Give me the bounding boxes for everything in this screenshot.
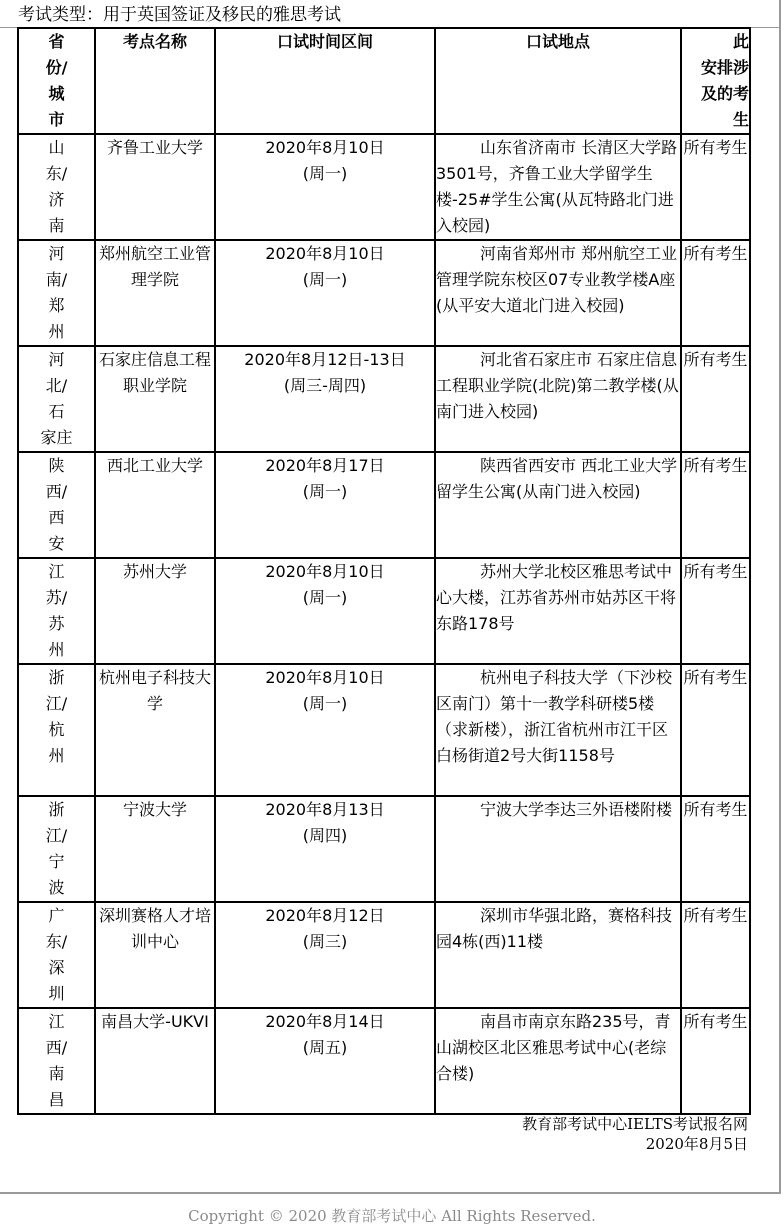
cell-time (215, 902, 435, 1008)
cell-candidates: 所有考生 (681, 796, 750, 902)
cell-candidates: 所有考生 (681, 240, 750, 346)
cell-site: 苏州大学 (95, 558, 215, 664)
cell-province: 江 西/ 南 昌 (18, 1008, 95, 1114)
cell-time (215, 134, 435, 240)
cell-province: 浙 江/ 杭 州 (18, 664, 95, 796)
exam-weekday: (周一) (302, 482, 348, 501)
footer-date: 2020年8月5日 (645, 1135, 748, 1153)
table-row (18, 452, 750, 558)
exam-weekday: (周一) (302, 694, 348, 713)
cell-site: 石家庄信息工程职业学院 (95, 346, 215, 452)
cell-province: 江 苏/ 苏 州 (18, 558, 95, 664)
header-candidates: 此 安排涉 及的考 生 (681, 28, 750, 134)
footer-signature (522, 1114, 748, 1154)
cell-site: 杭州电子科技大学 (95, 664, 215, 796)
cell-address: 河北省石家庄市 石家庄信息工程职业学院(北院)第二教学楼(从南门进入校园) (435, 346, 681, 452)
cell-province: 河 北/ 石 家庄 (18, 346, 95, 452)
cell-candidates: 所有考生 (681, 664, 750, 796)
cell-time (215, 452, 435, 558)
cell-candidates: 所有考生 (681, 902, 750, 1008)
exam-weekday: (周三) (302, 932, 348, 951)
exam-date: 2020年8月12日 (265, 906, 385, 925)
cell-address: 山东省济南市 长清区大学路3501号，齐鲁工业大学留学生楼-25#学生公寓(从瓦特路北门进入校园) (435, 134, 681, 240)
footer-org: 教育部考试中心IELTS考试报名网 (522, 1115, 748, 1133)
cell-site: 南昌大学-UKVI (95, 1008, 215, 1114)
exam-weekday: (周三-周四) (283, 376, 367, 395)
schedule-table (17, 27, 751, 1115)
table-row (18, 902, 750, 1008)
exam-weekday: (周一) (302, 164, 348, 183)
cell-site: 郑州航空工业管理学院 (95, 240, 215, 346)
cell-address: 南昌市南京东路235号，青山湖校区北区雅思考试中心(老综合楼) (435, 1008, 681, 1114)
table-row (18, 346, 750, 452)
cell-province: 河 南/ 郑 州 (18, 240, 95, 346)
exam-date: 2020年8月10日 (265, 244, 385, 263)
document-title: 考试类型：用于英国签证及移民的雅思考试 (18, 5, 341, 25)
table-row (18, 664, 750, 796)
cell-candidates: 所有考生 (681, 134, 750, 240)
exam-weekday: (周一) (302, 588, 348, 607)
cell-time (215, 558, 435, 664)
cell-address: 宁波大学李达三外语楼附楼 (435, 796, 681, 902)
exam-date: 2020年8月10日 (265, 562, 385, 581)
header-province: 省 份/ 城 市 (18, 28, 95, 134)
cell-time (215, 240, 435, 346)
table-header-row (18, 28, 750, 134)
cell-address: 深圳市华强北路，赛格科技园4栋(西)11楼 (435, 902, 681, 1008)
cell-site: 深圳赛格人才培训中心 (95, 902, 215, 1008)
cell-address: 苏州大学北校区雅思考试中心大楼，江苏省苏州市姑苏区干将东路178号 (435, 558, 681, 664)
cell-candidates: 所有考生 (681, 346, 750, 452)
cell-candidates: 所有考生 (681, 452, 750, 558)
cell-province: 浙 江/ 宁 波 (18, 796, 95, 902)
exam-date: 2020年8月10日 (265, 138, 385, 157)
exam-weekday: (周五) (302, 1038, 348, 1057)
table-row (18, 796, 750, 902)
table-row (18, 558, 750, 664)
exam-date: 2020年8月12日-13日 (244, 350, 406, 369)
exam-date: 2020年8月14日 (265, 1012, 385, 1031)
cell-address: 陕西省西安市 西北工业大学留学生公寓(从南门进入校园) (435, 452, 681, 558)
exam-date: 2020年8月10日 (265, 668, 385, 687)
cell-province: 陕 西/ 西 安 (18, 452, 95, 558)
header-address: 口试地点 (435, 28, 681, 134)
table-row (18, 134, 750, 240)
cell-province: 广 东/ 深 圳 (18, 902, 95, 1008)
cell-site: 西北工业大学 (95, 452, 215, 558)
cell-candidates: 所有考生 (681, 558, 750, 664)
copyright-notice: Copyright © 2020 教育部考试中心 All Rights Reserved. (188, 1207, 596, 1225)
cell-time (215, 346, 435, 452)
cell-time (215, 1008, 435, 1114)
header-time: 口试时间区间 (215, 28, 435, 134)
exam-date: 2020年8月13日 (265, 800, 385, 819)
cell-site: 宁波大学 (95, 796, 215, 902)
table-row (18, 240, 750, 346)
cell-time (215, 664, 435, 796)
cell-address: 杭州电子科技大学（下沙校区南门）第十一教学科研楼5楼（求新楼），浙江省杭州市江干区白杨街道2号大街1158号 (435, 664, 681, 796)
cell-province: 山 东/ 济 南 (18, 134, 95, 240)
exam-date: 2020年8月17日 (265, 456, 385, 475)
cell-site: 齐鲁工业大学 (95, 134, 215, 240)
exam-weekday: (周一) (302, 270, 348, 289)
header-site: 考点名称 (95, 28, 215, 134)
table-row (18, 1008, 750, 1114)
cell-candidates: 所有考生 (681, 1008, 750, 1114)
cell-time (215, 796, 435, 902)
cell-address: 河南省郑州市 郑州航空工业管理学院东校区07专业教学楼A座(从平安大道北门进入校园) (435, 240, 681, 346)
exam-weekday: (周四) (302, 826, 348, 845)
